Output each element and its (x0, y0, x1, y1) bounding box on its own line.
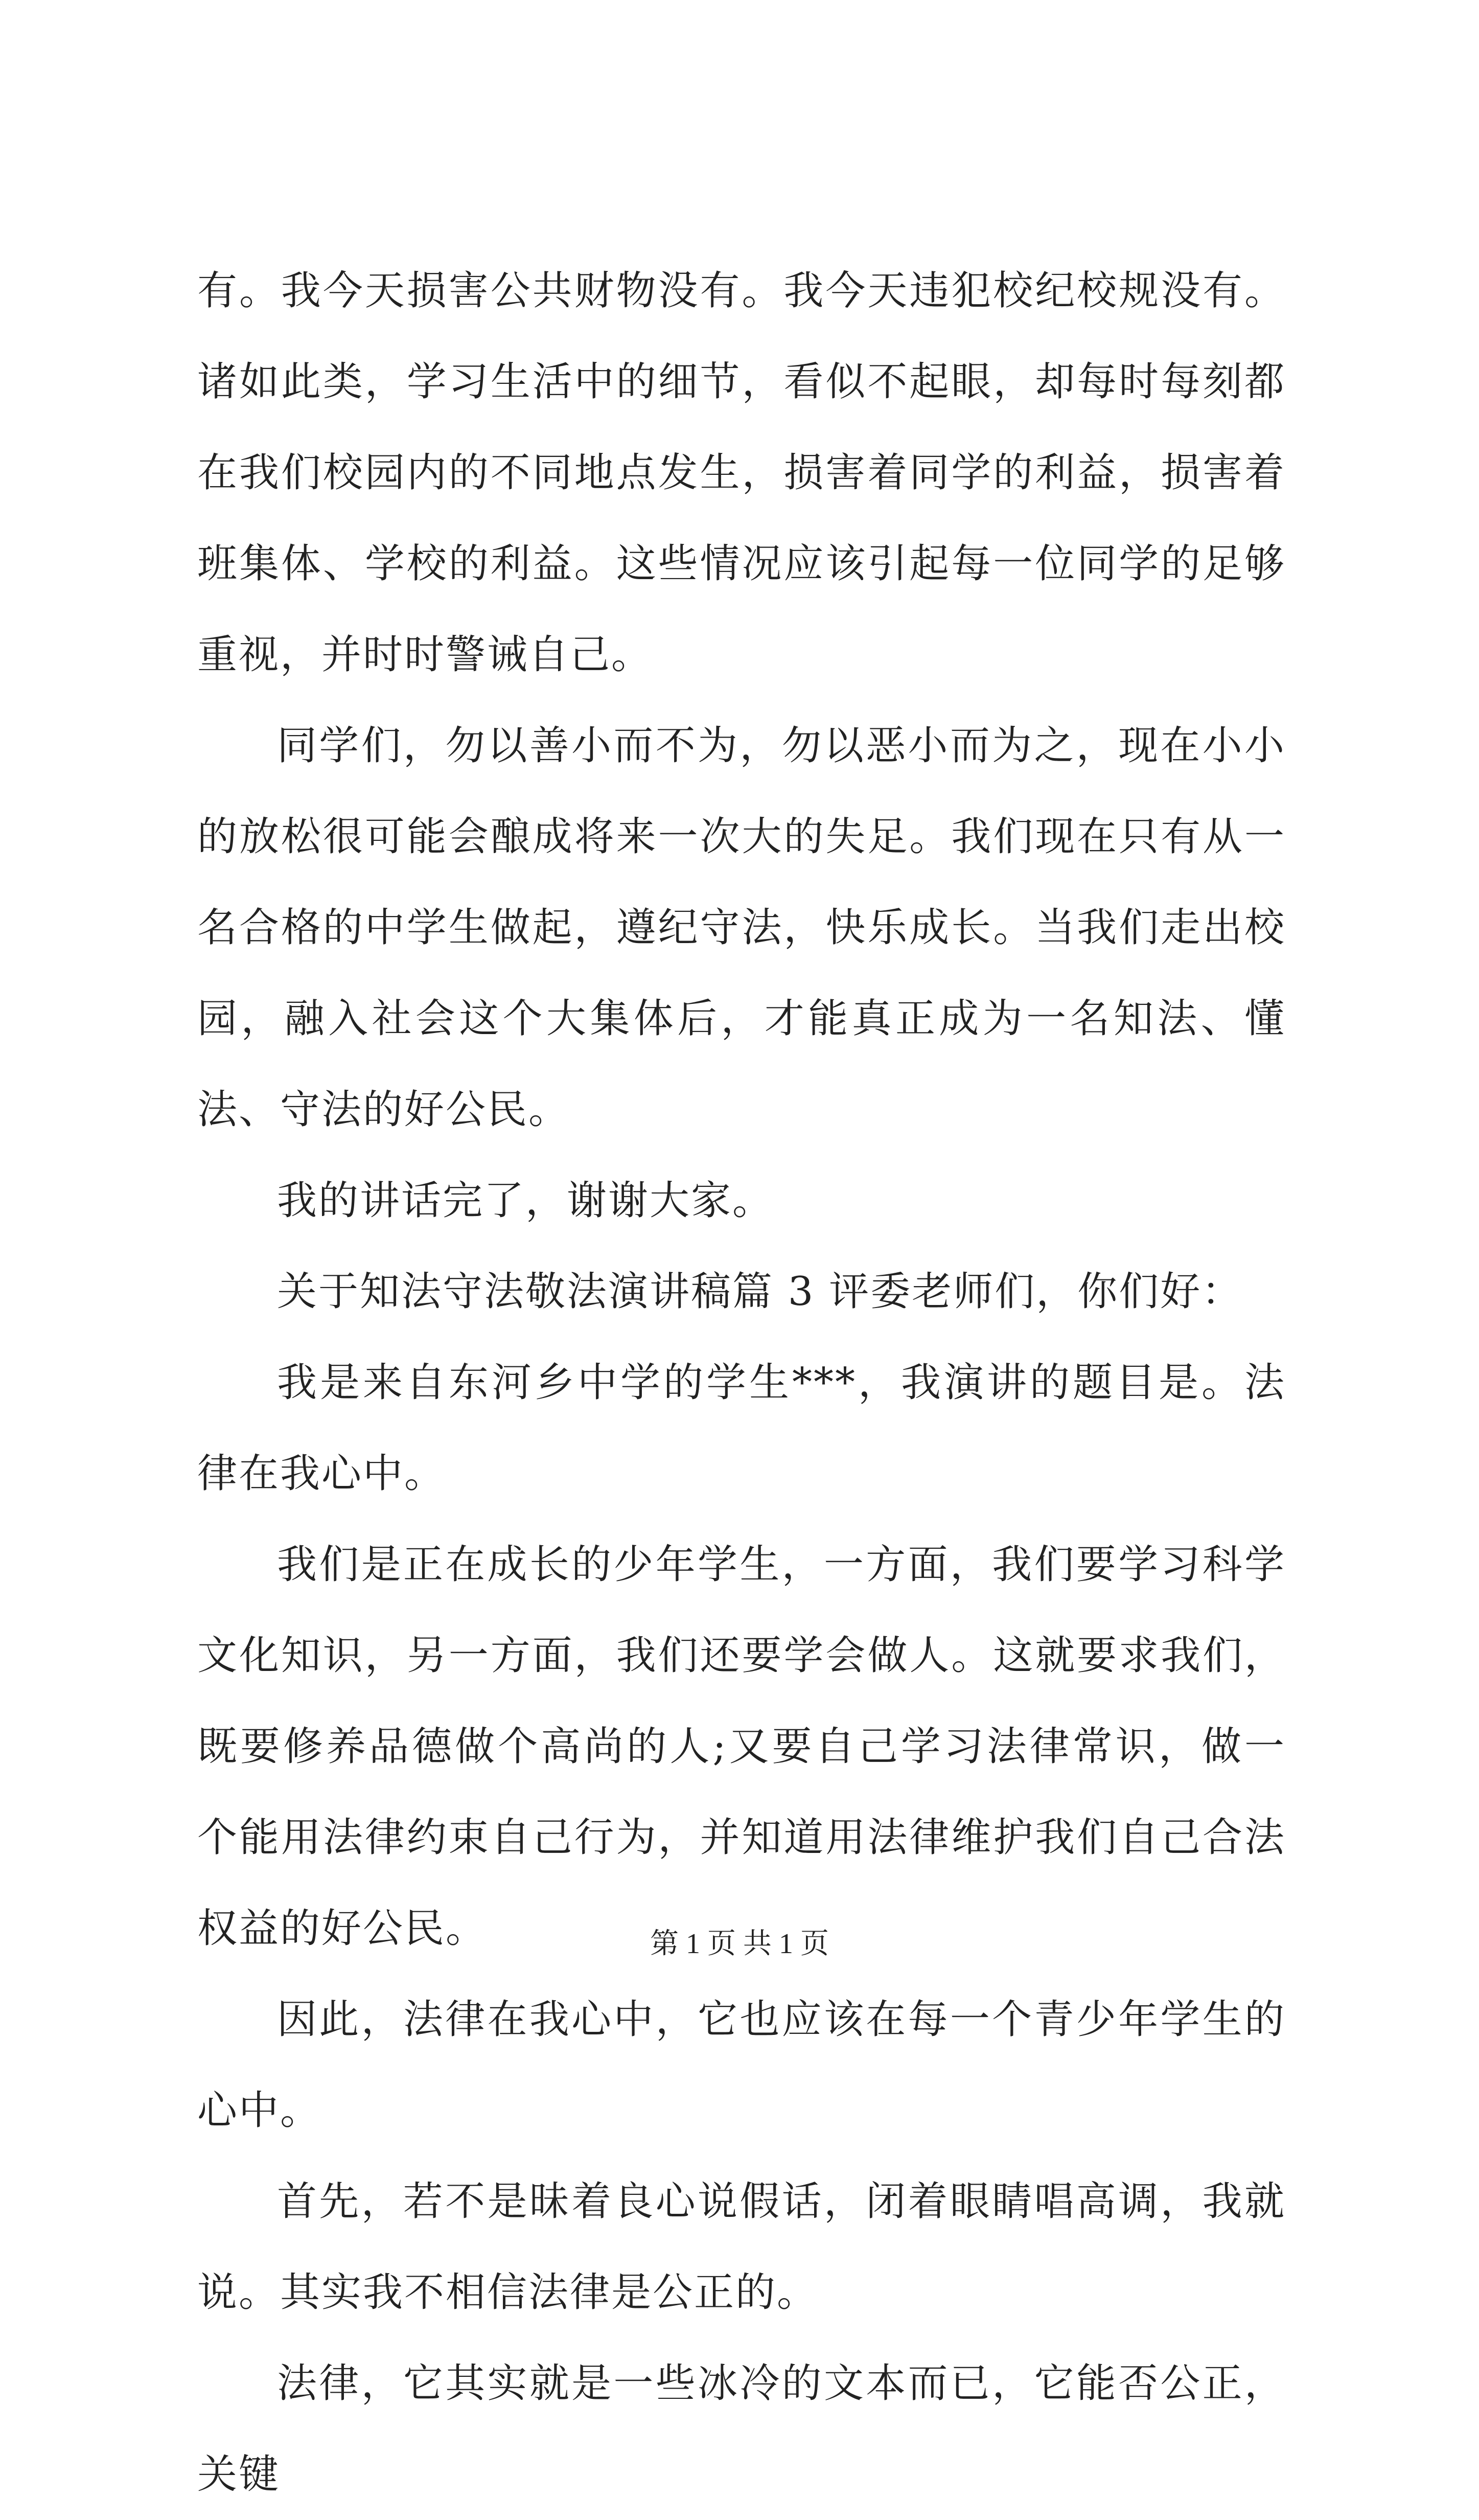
paragraph: 法律，它其实就是一些冰冷的文本而已，它能否公正，关键 (197, 2361, 1286, 2498)
paragraph: 我的讲话完了，谢谢大家。 (277, 1178, 774, 1224)
paragraph: 首先，若不是昧着良心说假话，闭着眼睛唱高调，我就说。其实我不相信法律是公正的。 (197, 2179, 1286, 2316)
paragraph: 同学们，勿以善小而不为，勿以恶小而为之，现在小小的放松很可能会酿成将来一次大的失足。我们现在只有从一名合格的中学生做起，遵纪守法，快乐成长。当我们走出校园，融入社会这个大集体后，才能真正成为一名知法、懂法、守法的好公民。 (197, 723, 1286, 1133)
paragraph: 关于知法守法敬法演讲稿篇 3 评委老师们，你们好： (277, 1269, 1243, 1315)
paragraph: 有。我今天损害公共财物没有。我今天违犯校纪校规没有。诸如此类，学习生活中的细节，看似不起眼，却每时每刻都在我们校园内的不同地点发生，损害着同学的利益，损害着班集体、学校的利益。这些情况应该引起每一位同学的足够重视，并时时警诫自己。 (197, 268, 1286, 678)
document-body (197, 245, 1286, 2520)
paragraph: 因此，法律在我心中，它也应该在每一个青少年学生的心中。 (197, 1997, 1286, 2134)
paragraph: 我们是正在成长的少年学生，一方面，我们要学习科学文化知识，另一方面，我们还要学会做人。这就要求我们，既要修养品德做个高尚的人;又要自己学习法律常识，做一个能用法律约束自己行为，并知道用法律维护我们自己合法权益的好公民。 (197, 1542, 1286, 1952)
page-footer: 第 1 页 共 1 页 (650, 1928, 829, 1960)
paragraph: 我是来自东河乡中学的学生***，我演讲的题目是。法律在我心中。 (197, 1360, 1286, 1497)
